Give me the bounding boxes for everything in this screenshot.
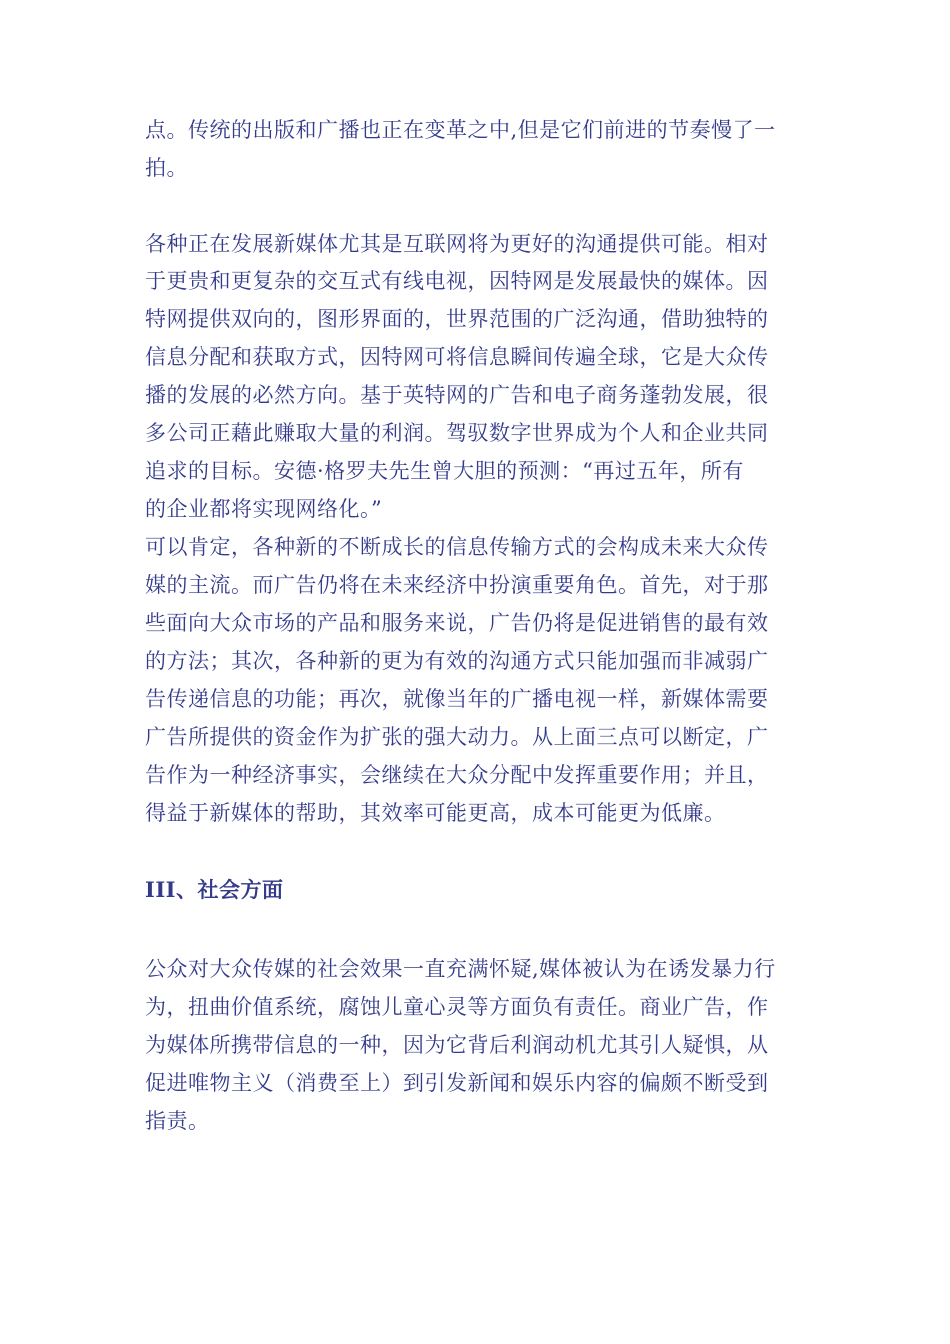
para2-line-8: 的企业都将实现网络化。”	[145, 497, 383, 521]
para4-line-1: 公众对大众传媒的社会效果一直充满怀疑,媒体被认为在诱发暴力行	[145, 957, 776, 981]
para3-line-5: 告传递信息的功能；再次，就像当年的广播电视一样，新媒体需要	[145, 687, 769, 711]
para3-line-1: 可以肯定，各种新的不断成长的信息传输方式的会构成未来大众传	[145, 535, 769, 559]
para3-line-7: 告作为一种经济事实，会继续在大众分配中发挥重要作用；并且，	[145, 763, 769, 787]
para4-line-5: 指责。	[145, 1109, 210, 1133]
para2-line-3: 特网提供双向的，图形界面的，世界范围的广泛沟通，借助独特的	[145, 307, 769, 331]
para2-line-6: 多公司正藉此赚取大量的利润。驾驭数字世界成为个人和企业共同	[145, 421, 769, 445]
section-heading: III、社会方面	[145, 877, 284, 902]
para2-line-1: 各种正在发展新媒体尤其是互联网将为更好的沟通提供可能。相对	[145, 232, 769, 256]
para2-line-5: 播的发展的必然方向。基于英特网的广告和电子商务蓬勃发展，很	[145, 383, 769, 407]
para4-line-2: 为，扭曲价值系统，腐蚀儿童心灵等方面负有责任。商业广告，作	[145, 995, 769, 1019]
para2-line-4: 信息分配和获取方式，因特网可将信息瞬间传遍全球，它是大众传	[145, 345, 769, 369]
para4-line-3: 为媒体所携带信息的一种，因为它背后利润动机尤其引人疑惧，从	[145, 1033, 769, 1057]
para3-line-8: 得益于新媒体的帮助，其效率可能更高，成本可能更为低廉。	[145, 801, 726, 825]
para4-line-4: 促进唯物主义（消费至上）到引发新闻和娱乐内容的偏颇不断受到	[145, 1071, 769, 1095]
para1-line-2: 拍。	[145, 156, 188, 180]
para3-line-4: 的方法；其次，各种新的更为有效的沟通方式只能加强而非减弱广	[145, 649, 769, 673]
para1-line-1: 点。传统的出版和广播也正在变革之中,但是它们前进的节奏慢了一	[145, 118, 776, 142]
para3-line-2: 媒的主流。而广告仍将在未来经济中扮演重要角色。首先，对于那	[145, 573, 769, 597]
para3-line-3: 些面向大众市场的产品和服务来说，广告仍将是促进销售的最有效	[145, 611, 769, 635]
para2-line-2: 于更贵和更复杂的交互式有线电视，因特网是发展最快的媒体。因	[145, 269, 769, 293]
para3-line-6: 广告所提供的资金作为扩张的强大动力。从上面三点可以断定，广	[145, 725, 769, 749]
para2-line-7: 追求的目标。安德·格罗夫先生曾大胆的预测：“再过五年，所有	[145, 459, 744, 483]
